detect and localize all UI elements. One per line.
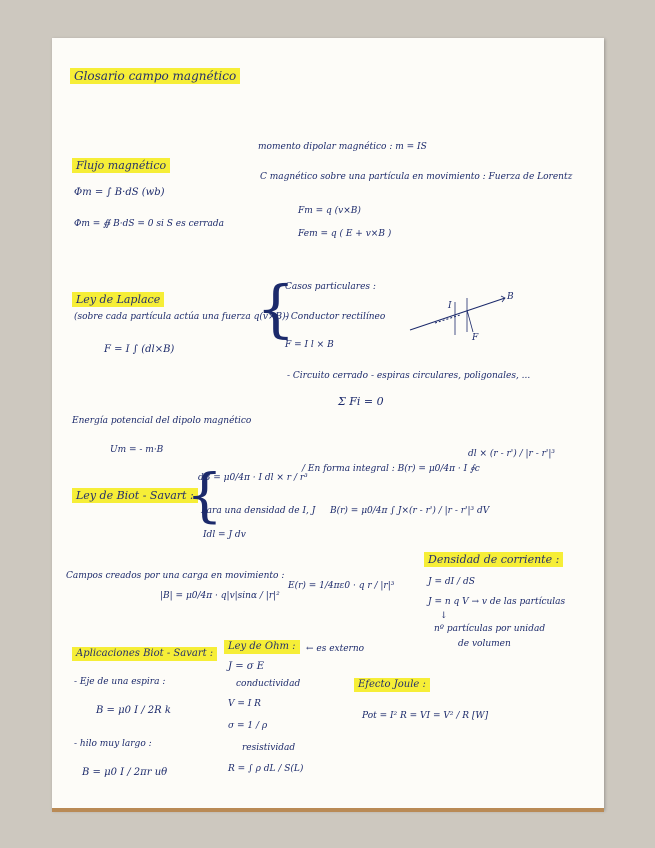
densidad-arrow: ↓ xyxy=(440,611,448,621)
aplicaciones-item2: - hilo muy largo : xyxy=(74,739,152,749)
diagram-label-f: F xyxy=(472,333,479,343)
casos-eq2: Σ Fi = 0 xyxy=(338,395,384,408)
page-title: Glosario campo magnético xyxy=(70,68,240,84)
ohm-note-ext: ← es externo xyxy=(306,644,365,654)
flujo-heading: Flujo magnético xyxy=(72,158,170,173)
densidad-note2: nº partículas por unidad xyxy=(434,624,546,634)
biot-integral-text: / En forma integral : B(r) = μ0/4π · I ∮c xyxy=(302,464,480,474)
biot-density-text: Para una densidad de I, J xyxy=(201,506,316,516)
lorentz-eq2: Fem = q ( E + v×B ) xyxy=(298,229,392,239)
diagram-label-i: I xyxy=(448,301,452,311)
laplace-sub: (sobre cada partícula actúa una fuerza q(v×B)) xyxy=(74,312,290,322)
momento-text: momento dipolar magnético : m = IS xyxy=(258,142,427,152)
ohm-eq2: V = I R xyxy=(228,699,261,709)
aplicaciones-eq1: B = μ0 I / 2R k xyxy=(96,705,171,716)
laplace-heading: Ley de Laplace xyxy=(72,292,164,307)
biot-heading: Ley de Biot - Savart : xyxy=(72,488,198,503)
lorentz-eq1: Fm = q (v×B) xyxy=(298,206,361,216)
conductor-diagram xyxy=(405,290,520,340)
casos-eq1: F = I l × B xyxy=(285,340,334,350)
casos-item2: - Circuito cerrado - espiras circulares, poligonales, ... xyxy=(287,371,531,381)
ohm-eq4: R = ∫ ρ dL / S(L) xyxy=(228,764,304,774)
biot-integral-frac: dl × (r - r') / |r - r'|³ xyxy=(468,449,556,459)
densidad-eq2: J = n q V → v de las partículas xyxy=(428,597,566,607)
laplace-eq: F = I ∫ (dl×B) xyxy=(104,344,175,355)
biot-idl: Idl = J dv xyxy=(203,530,246,540)
biot-eq1: dB = μ0/4π · I dl × r / r³ xyxy=(198,473,308,483)
densidad-note3: de volumen xyxy=(458,639,511,649)
densidad-heading: Densidad de corriente : xyxy=(424,552,563,567)
joule-eq: Pot = I² R = VI = V² / R [W] xyxy=(362,711,489,721)
joule-heading: Efecto Joule : xyxy=(354,678,430,692)
casos-brace: { xyxy=(256,272,296,345)
casos-item1: - Conductor rectilíneo xyxy=(285,312,386,322)
diagram-label-b: B xyxy=(507,292,514,302)
aplicaciones-heading: Aplicaciones Biot - Savart : xyxy=(72,647,217,661)
campos-eq2: E(r) = 1/4πε0 · q r / |r|³ xyxy=(288,581,395,591)
campos-text: Campos creados por una carga en movimiento : xyxy=(66,571,285,581)
biot-brace: { xyxy=(186,461,223,529)
flujo-eq1: Φm = ∫ B·dS (wb) xyxy=(74,187,165,198)
ohm-heading: Ley de Ohm : xyxy=(224,640,300,654)
ohm-eq1: J = σ E xyxy=(228,661,265,672)
aplicaciones-eq2: B = μ0 I / 2πr uθ xyxy=(82,767,168,778)
aplicaciones-item1: - Eje de una espira : xyxy=(74,677,166,687)
page-edge xyxy=(52,808,604,812)
lorentz-text: C magnético sobre una partícula en movimiento : Fuerza de Lorentz xyxy=(260,172,573,182)
biot-density-eq: B(r) = μ0/4π ∫ J×(r - r') / |r - r'|³ dV xyxy=(330,506,490,516)
flujo-eq2: Φm = ∯ B·dS = 0 si S es cerrada xyxy=(74,219,225,229)
ohm-eq3: σ = 1 / ρ xyxy=(228,721,268,731)
energia-text: Energía potencial del dipolo magnético xyxy=(72,416,252,426)
ohm-note-cond: conductividad xyxy=(236,679,301,689)
ohm-note-res: resistividad xyxy=(242,743,296,753)
campos-eq1: |B| = μ0/4π · q|v|sinα / |r|² xyxy=(160,591,280,601)
densidad-eq1: J = dI / dS xyxy=(428,577,475,587)
energia-eq: Um = - m·B xyxy=(110,445,164,455)
casos-heading: Casos particulares : xyxy=(285,282,376,292)
